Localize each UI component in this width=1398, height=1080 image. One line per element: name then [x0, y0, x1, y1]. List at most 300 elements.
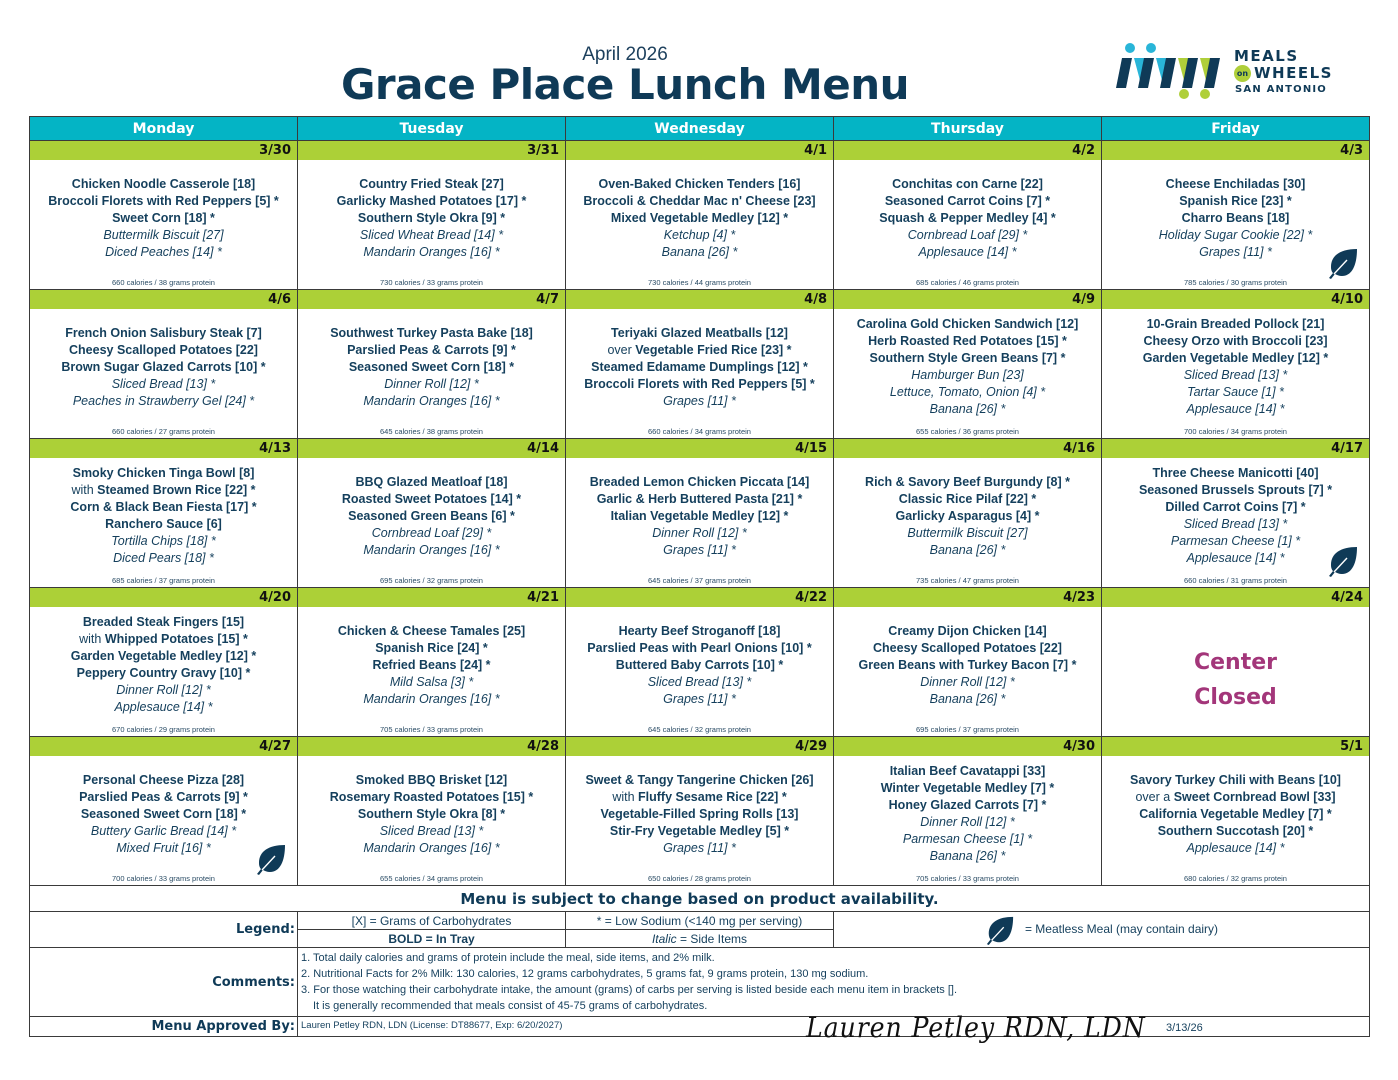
nutrition-summary: 695 calories / 37 grams protein — [916, 725, 1019, 734]
tray-item — [330, 325, 533, 342]
nutrition-summary: 785 calories / 30 grams protein — [1184, 278, 1287, 287]
page-title: Grace Place Lunch Menu — [340, 60, 910, 109]
date-label: 4/23 — [834, 588, 1102, 607]
day-menu-cell — [566, 607, 834, 737]
day-menu-cell — [834, 756, 1102, 886]
item-name: Broccoli & Cheddar Mac n' Cheese [23] — [583, 193, 816, 208]
tray-item — [356, 772, 507, 789]
item-name: Italian Vegetable Medley [12] * — [610, 508, 789, 523]
menu-month: April 2026 — [582, 44, 668, 65]
side-item: Mild Salsa [3] * — [389, 674, 474, 689]
item-name: Peppery Country Gravy [10] * — [76, 666, 251, 681]
item-connector: with — [71, 483, 98, 498]
nutrition-summary: 700 calories / 34 grams protein — [1184, 427, 1287, 436]
logo-on-badge: on — [1234, 65, 1251, 82]
item-name: BBQ Glazed Meatloaf [18] — [355, 474, 508, 489]
item-name: Personal Cheese Pizza [28] — [82, 772, 245, 787]
side-item: Banana [26] * — [929, 402, 1006, 417]
approved-by-cell — [298, 1011, 1370, 1044]
item-name: Conchitas con Carne [22] — [892, 176, 1043, 191]
item-name: Honey Glazed Carrots [7] * — [888, 798, 1047, 813]
side-item: Peaches in Strawberry Gel [24] * — [72, 393, 255, 408]
tray-item — [79, 789, 248, 806]
day-menu-cell — [30, 607, 298, 737]
item-name: Vegetable Fried Rice [23] * — [635, 342, 792, 357]
nutrition-summary: 685 calories / 37 grams protein — [112, 576, 215, 585]
date-label: 4/21 — [298, 588, 566, 607]
leaf-icon — [1327, 545, 1359, 577]
tray-item — [358, 210, 505, 227]
item-name: Herb Roasted Red Potatoes [15] * — [868, 334, 1067, 349]
weekday-friday: Friday — [1102, 117, 1370, 141]
nutrition-summary: 660 calories / 38 grams protein — [112, 278, 215, 287]
day-menu-cell — [834, 309, 1102, 439]
date-label: 4/16 — [834, 439, 1102, 458]
meals-on-wheels-logo — [1116, 42, 1336, 102]
approved-label: Menu Approved By: — [30, 1017, 298, 1037]
side-item: Grapes [11] * — [1199, 244, 1272, 259]
item-name: Oven-Baked Chicken Tenders [16] — [598, 176, 801, 191]
item-name: Breaded Steak Fingers [15] — [82, 615, 245, 630]
item-name: Garden Vegetable Medley [12] * — [70, 649, 257, 664]
side-item: Parmesan Cheese [1] * — [902, 832, 1033, 847]
tray-item — [1147, 316, 1325, 333]
side-item: Cornbread Loaf [29] * — [907, 227, 1028, 242]
date-label: 4/27 — [30, 737, 298, 756]
side-item: Dinner Roll [12] * — [116, 683, 211, 698]
date-label: 3/30 — [30, 141, 298, 160]
nutrition-summary: 730 calories / 33 grams protein — [380, 278, 483, 287]
day-menu-cell — [1102, 160, 1370, 290]
menu-weeks — [30, 141, 1370, 886]
date-label: 4/1 — [566, 141, 834, 160]
item-name: Parslied Peas & Carrots [9] * — [79, 789, 248, 804]
item-name: Stir-Fry Vegetable Medley [5] * — [609, 823, 790, 838]
side-item: Tortilla Chips [18] * — [111, 534, 216, 549]
tray-item — [611, 210, 788, 227]
tray-item — [1179, 193, 1292, 210]
item-name: Seasoned Green Beans [6] * — [348, 508, 515, 523]
side-item: Applesauce [14] * — [918, 244, 1017, 259]
leaf-icon — [255, 843, 287, 875]
date-label: 4/30 — [834, 737, 1102, 756]
side-item: Sliced Bread [13] * — [111, 376, 216, 391]
tray-item — [337, 193, 527, 210]
tray-item — [612, 789, 786, 806]
side-item: Holiday Sugar Cookie [22] * — [1158, 227, 1313, 242]
item-name: Southwest Turkey Pasta Bake [18] — [330, 325, 533, 340]
day-menu-cell — [1102, 607, 1370, 737]
tray-item — [358, 806, 505, 823]
tray-item — [69, 342, 258, 359]
item-name: Seasoned Carrot Coins [7] * — [884, 193, 1051, 208]
side-item: Banana [26] * — [929, 691, 1006, 706]
item-name: Rosemary Roasted Potatoes [15] * — [329, 789, 534, 804]
page-header — [0, 0, 1398, 115]
item-name: Savory Turkey Chili with Beans [10] — [1130, 772, 1341, 787]
tray-item — [375, 640, 488, 657]
item-name: Refried Beans [24] * — [372, 657, 491, 672]
tray-item — [73, 465, 255, 482]
item-connector: over — [607, 342, 636, 357]
tray-item — [61, 359, 265, 376]
item-name: Carolina Gold Chicken Sandwich [12] — [856, 317, 1079, 332]
closed-line-2: Closed — [1194, 684, 1277, 710]
item-name: Vegetable-Filled Spring Rolls [13] — [600, 806, 799, 821]
side-item: Mandarin Oranges [16] * — [363, 840, 500, 855]
item-name: Creamy Dijon Chicken [14] — [888, 623, 1047, 638]
signature-date: 3/13/26 — [1166, 1022, 1203, 1034]
item-connector: with — [612, 789, 639, 804]
tray-item — [1135, 789, 1335, 806]
signature: Lauren Petley RDN, LDN — [806, 1011, 1146, 1044]
item-name: French Onion Salisbury Steak [7] — [65, 325, 262, 340]
tray-item — [79, 631, 248, 648]
nutrition-summary: 660 calories / 31 grams protein — [1184, 576, 1287, 585]
date-label: 4/6 — [30, 290, 298, 309]
date-label: 4/15 — [566, 439, 834, 458]
tray-item — [616, 657, 783, 674]
tray-item — [881, 780, 1055, 797]
item-name: Cheesy Orzo with Broccoli [23] — [1143, 334, 1328, 349]
comments-label: Comments: — [30, 948, 298, 1017]
date-row — [30, 141, 1370, 160]
day-menu-cell — [834, 458, 1102, 588]
side-item: Mixed Fruit [16] * — [116, 840, 211, 855]
date-label: 4/8 — [566, 290, 834, 309]
tray-item — [873, 640, 1062, 657]
nutrition-summary: 655 calories / 36 grams protein — [916, 427, 1019, 436]
side-item: Diced Peaches [14] * — [105, 244, 222, 259]
side-item: Buttery Garlic Bread [14] * — [90, 823, 237, 838]
legend-label: Legend: — [30, 912, 298, 948]
item-name: Southern Succotash [20] * — [1157, 823, 1314, 838]
tray-item — [890, 763, 1046, 780]
item-name: 10-Grain Breaded Pollock [21] — [1146, 317, 1325, 332]
comment-2: 2. Nutritional Facts for 2% Milk: 130 calories, 12 grams carbohydrates, 5 grams fat, 9 grams protein, 130 mg sodium. — [301, 968, 869, 980]
item-name: Three Cheese Manicotti [40] — [1152, 466, 1319, 481]
nutrition-summary: 685 calories / 46 grams protein — [916, 278, 1019, 287]
menu-row — [30, 607, 1370, 737]
item-name: Seasoned Sweet Corn [18] * — [348, 359, 515, 374]
date-label: 4/24 — [1102, 588, 1370, 607]
tray-item — [899, 491, 1037, 508]
tray-item — [1139, 806, 1331, 823]
side-item: Sliced Bread [13] * — [1183, 368, 1288, 383]
item-name: Steamed Edamame Dumplings [12] * — [591, 359, 808, 374]
logo-line-city: SAN ANTONIO — [1235, 84, 1328, 95]
day-menu-cell — [834, 607, 1102, 737]
date-label: 5/1 — [1102, 737, 1370, 756]
tray-item — [65, 325, 262, 342]
item-name: Chicken Noodle Casserole [18] — [71, 176, 256, 191]
date-row — [30, 439, 1370, 458]
nutrition-summary: 660 calories / 34 grams protein — [648, 427, 751, 436]
day-menu-cell — [298, 756, 566, 886]
tray-item — [348, 508, 515, 525]
tray-item — [870, 350, 1066, 367]
date-label: 4/13 — [30, 439, 298, 458]
legend-italic — [566, 930, 834, 948]
date-label: 3/31 — [298, 141, 566, 160]
date-label: 4/29 — [566, 737, 834, 756]
side-item: Grapes [11] * — [663, 393, 736, 408]
weekday-wednesday: Wednesday — [566, 117, 834, 141]
item-name: Spanish Rice [23] * — [1179, 193, 1292, 208]
item-name: Steamed Brown Rice [22] * — [97, 483, 256, 498]
tray-item — [597, 491, 803, 508]
item-name: Smoky Chicken Tinga Bowl [8] — [72, 466, 255, 481]
item-name: Corn & Black Bean Fiesta [17] * — [70, 500, 257, 515]
item-name: Green Beans with Turkey Bacon [7] * — [858, 657, 1077, 672]
item-name: Cheesy Scalloped Potatoes [22] — [873, 640, 1062, 655]
menu-row — [30, 756, 1370, 886]
item-name: Charro Beans [18] — [1181, 210, 1290, 225]
tray-item — [885, 193, 1050, 210]
tray-item — [330, 789, 534, 806]
tray-item — [1165, 499, 1305, 516]
availability-notice: Menu is subject to change based on product availability. — [30, 886, 1370, 912]
tray-item — [591, 359, 808, 376]
tray-item — [342, 491, 521, 508]
tray-item — [895, 508, 1039, 525]
tray-item — [611, 508, 789, 525]
side-item: Mandarin Oranges [16] * — [363, 244, 500, 259]
menu-row — [30, 458, 1370, 588]
item-name: Seasoned Brussels Sprouts [7] * — [1138, 483, 1333, 498]
logo-wordmark — [1234, 48, 1333, 98]
item-connector: over a — [1135, 789, 1174, 804]
day-menu-cell — [566, 160, 834, 290]
tray-item — [587, 640, 811, 657]
weekday-thursday: Thursday — [834, 117, 1102, 141]
tray-item — [584, 376, 815, 393]
item-name: Roasted Sweet Potatoes [14] * — [341, 491, 522, 506]
legend-bold: BOLD = In Tray — [298, 930, 566, 948]
legend-italic-word: Italic — [651, 931, 677, 946]
tray-item — [48, 193, 279, 210]
date-row — [30, 737, 1370, 756]
item-name: Italian Beef Cavatappi [33] — [889, 764, 1046, 779]
item-name: Ranchero Sauce [6] — [105, 517, 222, 532]
nutrition-summary: 680 calories / 32 grams protein — [1184, 874, 1287, 883]
day-menu-cell — [1102, 309, 1370, 439]
tray-item — [105, 516, 222, 533]
tray-item — [585, 772, 813, 789]
weekday-tuesday: Tuesday — [298, 117, 566, 141]
date-label: 4/17 — [1102, 439, 1370, 458]
leaf-icon — [985, 915, 1015, 945]
tray-item — [888, 623, 1046, 640]
side-item: Grapes [11] * — [663, 691, 736, 706]
side-item: Dinner Roll [12] * — [384, 376, 479, 391]
side-item: Diced Pears [18] * — [113, 551, 214, 566]
day-menu-cell — [566, 309, 834, 439]
leaf-icon — [1327, 247, 1359, 279]
item-name: Whipped Potatoes [15] * — [104, 632, 248, 647]
weekday-header-row — [30, 117, 1370, 141]
tray-item — [892, 176, 1043, 193]
nutrition-summary: 700 calories / 33 grams protein — [112, 874, 215, 883]
tray-item — [611, 325, 788, 342]
item-name: Broccoli Florets with Red Peppers [5] * — [48, 193, 279, 208]
side-item: Grapes [11] * — [663, 840, 736, 855]
tray-item — [601, 806, 799, 823]
side-item: Sliced Bread [13] * — [379, 823, 484, 838]
date-row — [30, 290, 1370, 309]
tray-item — [347, 342, 516, 359]
tray-item — [1166, 176, 1306, 193]
side-item: Buttermilk Biscuit [27] — [907, 525, 1028, 540]
side-item: Banana [26] * — [929, 849, 1006, 864]
item-name: Garlic & Herb Buttered Pasta [21] * — [596, 491, 803, 506]
tray-item — [610, 823, 789, 840]
logo-line-meals: MEALS — [1234, 47, 1299, 65]
tray-item — [865, 474, 1070, 491]
tray-item — [1152, 465, 1318, 482]
day-menu-cell — [298, 607, 566, 737]
tray-item — [1143, 333, 1327, 350]
item-name: Sweet Cornbread Bowl [33] — [1173, 789, 1336, 804]
tray-item — [71, 482, 255, 499]
date-label: 4/10 — [1102, 290, 1370, 309]
item-name: Classic Rice Pilaf [22] * — [898, 491, 1037, 506]
nutrition-summary: 670 calories / 29 grams protein — [112, 725, 215, 734]
tray-item — [372, 657, 490, 674]
item-name: Chicken & Cheese Tamales [25] — [337, 623, 526, 638]
item-name: Southern Style Okra [8] * — [357, 806, 506, 821]
item-name: Squash & Pepper Medley [4] * — [879, 210, 1056, 225]
item-name: Sweet & Tangy Tangerine Chicken [26] — [585, 772, 814, 787]
side-item: Mandarin Oranges [16] * — [363, 393, 500, 408]
tray-item — [619, 623, 781, 640]
side-item: Dinner Roll [12] * — [920, 674, 1015, 689]
tray-item — [349, 359, 514, 376]
day-menu-cell — [30, 458, 298, 588]
tray-item — [857, 316, 1079, 333]
item-name: Smoked BBQ Brisket [12] — [355, 772, 508, 787]
tray-item — [1158, 823, 1314, 840]
tray-item — [1182, 210, 1290, 227]
side-item: Sliced Bread [13] * — [647, 674, 752, 689]
side-item: Hamburger Bun [23] — [911, 368, 1024, 383]
side-item: Applesauce [14] * — [1186, 840, 1285, 855]
side-item: Lettuce, Tomato, Onion [4] * — [889, 385, 1046, 400]
tray-item — [71, 648, 257, 665]
legend-meatless — [834, 912, 1370, 948]
date-label: 4/9 — [834, 290, 1102, 309]
comment-3: 3. For those watching their carbohydrate intake, the amount (grams) of carbs per serving is listed beside each menu item in brackets []. — [301, 984, 958, 996]
tray-item — [355, 474, 507, 491]
date-label: 4/28 — [298, 737, 566, 756]
menu-calendar — [29, 116, 1370, 1044]
item-name: Garlicky Asparagus [4] * — [895, 508, 1040, 523]
side-item: Tartar Sauce [1] * — [1187, 385, 1284, 400]
tray-item — [599, 176, 801, 193]
date-row — [30, 588, 1370, 607]
comment-1: 1. Total daily calories and grams of protein include the meal, side items, and 2% milk. — [301, 952, 715, 964]
tray-item — [83, 614, 244, 631]
item-name: Garden Vegetable Medley [12] * — [1142, 351, 1329, 366]
side-item: Applesauce [14] * — [1186, 402, 1285, 417]
day-menu-cell — [834, 160, 1102, 290]
item-name: Broccoli Florets with Red Peppers [5] * — [584, 376, 815, 391]
day-menu-cell — [298, 309, 566, 439]
item-name: Brown Sugar Glazed Carrots [10] * — [61, 359, 266, 374]
nutrition-summary: 645 calories / 37 grams protein — [648, 576, 751, 585]
tray-item — [1139, 482, 1332, 499]
tray-item — [112, 210, 215, 227]
item-name: Dilled Carrot Coins [7] * — [1165, 500, 1306, 515]
nutrition-summary: 735 calories / 47 grams protein — [916, 576, 1019, 585]
side-item: Mandarin Oranges [16] * — [363, 691, 500, 706]
side-item: Applesauce [14] * — [1186, 551, 1285, 566]
nutrition-summary: 705 calories / 33 grams protein — [380, 725, 483, 734]
item-name: Seasoned Sweet Corn [18] * — [80, 806, 247, 821]
side-item: Banana [26] * — [661, 244, 738, 259]
side-item: Buttermilk Biscuit [27] — [103, 227, 224, 242]
day-menu-cell — [30, 309, 298, 439]
day-menu-cell — [566, 458, 834, 588]
tray-item — [889, 797, 1047, 814]
comments-list — [298, 948, 1370, 1017]
tray-item — [1143, 350, 1329, 367]
tray-item — [338, 623, 525, 640]
side-item: Applesauce [14] * — [114, 700, 213, 715]
day-menu-cell — [566, 756, 834, 886]
item-name: Cheesy Scalloped Potatoes [22] — [69, 342, 258, 357]
side-item: Dinner Roll [12] * — [920, 815, 1015, 830]
tray-item — [607, 342, 791, 359]
comment-3-continued: It is generally recommended that meals consist of 45-75 grams of carbohydrates. — [313, 1000, 708, 1012]
side-item: Mandarin Oranges [16] * — [363, 542, 500, 557]
legend-italic-rest: = Side Items — [676, 931, 748, 946]
tray-item — [77, 665, 251, 682]
date-label: 4/20 — [30, 588, 298, 607]
item-name: Winter Vegetable Medley [7] * — [880, 781, 1055, 796]
tray-item — [72, 176, 255, 193]
day-menu-cell — [1102, 458, 1370, 588]
tray-item — [70, 499, 256, 516]
day-menu-cell — [1102, 756, 1370, 886]
side-item: Banana [26] * — [929, 542, 1006, 557]
center-closed — [1102, 645, 1369, 715]
item-name: Parslied Peas with Pearl Onions [10] * — [587, 640, 812, 655]
item-name: Spanish Rice [24] * — [375, 640, 488, 655]
menu-row — [30, 160, 1370, 290]
side-item: Sliced Bread [13] * — [1183, 517, 1288, 532]
item-name: Country Fried Steak [27] — [359, 176, 504, 191]
nutrition-summary: 645 calories / 38 grams protein — [380, 427, 483, 436]
item-name: Garlicky Mashed Potatoes [17] * — [336, 193, 527, 208]
logo-mark-icon — [1116, 42, 1228, 100]
side-item: Sliced Wheat Bread [14] * — [359, 227, 504, 242]
item-connector: with — [79, 632, 105, 647]
date-label: 4/3 — [1102, 141, 1370, 160]
day-menu-cell — [30, 160, 298, 290]
item-name: Teriyaki Glazed Meatballs [12] — [611, 325, 788, 340]
item-name: Southern Style Okra [9] * — [357, 210, 506, 225]
side-item: Cornbread Loaf [29] * — [371, 525, 492, 540]
item-name: Cheese Enchiladas [30] — [1165, 176, 1306, 191]
item-name: Rich & Savory Beef Burgundy [8] * — [865, 474, 1070, 489]
legend-carbs: [X] = Grams of Carbohydrates — [298, 912, 566, 930]
nutrition-summary: 660 calories / 27 grams protein — [112, 427, 215, 436]
side-item: Grapes [11] * — [663, 542, 736, 557]
tray-item — [359, 176, 503, 193]
weekday-monday: Monday — [30, 117, 298, 141]
item-name: Fluffy Sesame Rice [22] * — [638, 789, 787, 804]
